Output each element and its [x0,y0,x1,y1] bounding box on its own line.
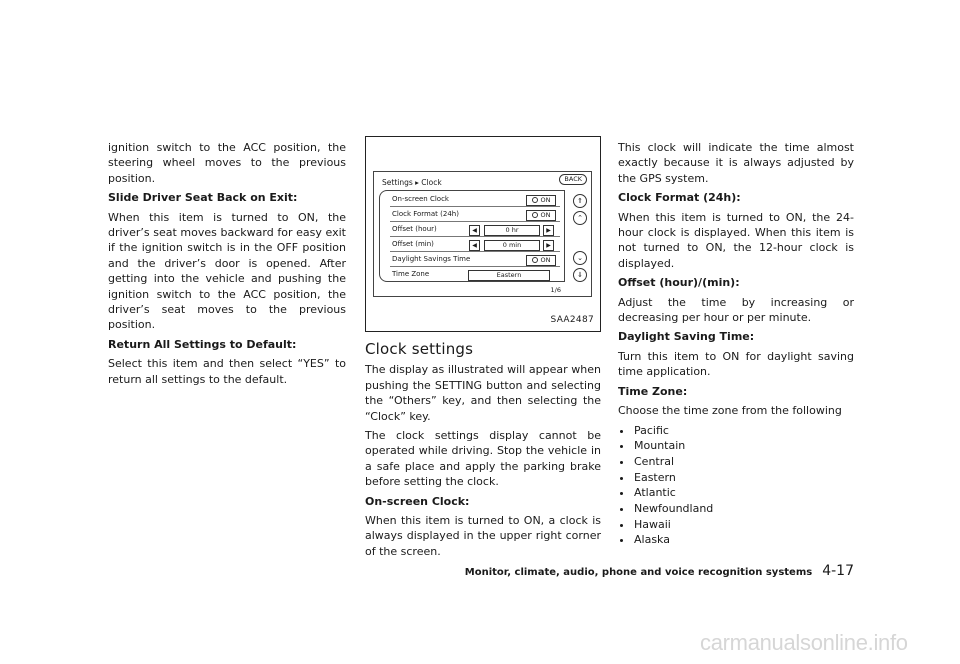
menu-row-offset-min[interactable] [380,237,564,252]
indicator-icon [532,257,538,263]
heading-daylight: Daylight Saving Time: [618,330,755,344]
offset-min-value: 0 min [484,240,540,251]
list-item: Atlantic [618,485,854,500]
list-item: Pacific [618,423,854,438]
back-button[interactable]: BACK [559,174,587,185]
menu-row-label: On-screen Clock [392,195,449,203]
paragraph: ignition switch to the ACC position, the steering wheel moves to the previous position. [108,141,346,185]
column-middle [365,136,601,563]
page-down-icon[interactable]: ⇓ [573,268,587,282]
offset-hour-value: 0 hr [484,225,540,236]
section-title: Clock settings [365,340,474,358]
clock-settings-figure [365,136,601,332]
page-up-icon[interactable]: ⇑ [573,194,587,208]
page-footer [465,563,854,579]
footer-title: Monitor, climate, audio, phone and voice recognition systems [464,567,813,578]
paragraph: Choose the time zone from the following [618,404,842,418]
figure-code: SAA2487 [550,314,594,325]
menu-row-label: Daylight Savings Time [392,255,471,263]
paragraph: Adjust the time by increasing or decreasing per hour or per minute. [618,295,854,325]
paragraph: The display as illustrated will appear when pushing the SETTING button and selecting the “Others” key, and then selecting the “Clock” key. [365,363,601,423]
scroll-up-icon[interactable]: ⌃ [573,211,587,225]
heading-time-zone: Time Zone: [618,384,688,398]
paragraph: When this item is turned to ON, a clock is always displayed in the upper right corner of the screen. [365,514,601,558]
watermark: carmanualsonline.info [700,630,908,655]
paragraph: When this item is turned to ON, the 24-hour clock is displayed. When this item is not turned to ON, the 12-hour clock is displayed. [618,210,854,270]
menu-row-label: Time Zone [392,270,430,278]
on-toggle[interactable]: ON [526,255,556,266]
menu-row-label: Offset (hour) [392,225,437,233]
menu-row-label: Offset (min) [392,240,434,248]
paragraph: The clock settings display cannot be operated while driving. Stop the vehicle in a safe place and apply the parking brake before setting the clock. [365,429,601,489]
increase-arrow-icon[interactable]: ▶ [543,240,554,251]
heading-slide-seat: Slide Driver Seat Back on Exit: [108,191,298,205]
menu-row-onscreen-clock[interactable] [380,192,564,207]
menu-row-label: Clock Format (24h) [392,210,459,218]
paragraph: Turn this item to ON for daylight saving time application. [618,349,854,379]
paragraph: Select this item and then select “YES” to return all settings to the default. [108,357,346,386]
list-item: Newfoundland [618,501,854,516]
decrease-arrow-icon[interactable]: ◀ [469,240,480,251]
heading-offset: Offset (hour)/(min): [618,276,740,290]
paragraph: This clock will indicate the time almost exactly because it is always adjusted by the GPS system. [618,141,854,185]
page-indicator: 1/6 [550,286,561,294]
list-item: Mountain [618,438,854,453]
list-item: Eastern [618,470,854,485]
decrease-arrow-icon[interactable]: ◀ [469,225,480,236]
indicator-icon [532,212,538,218]
list-item: Hawaii [618,517,854,532]
menu-row-offset-hour[interactable] [380,222,564,237]
heading-onscreen-clock: On-screen Clock: [365,494,470,508]
time-zone-value: Eastern [468,270,550,281]
settings-menu [379,190,565,282]
settings-screen [373,171,592,297]
page-number: 4-17 [822,563,854,579]
on-toggle[interactable]: ON [526,210,556,221]
menu-row-daylight[interactable] [380,252,564,267]
menu-row-clock-format[interactable] [380,207,564,222]
indicator-icon [532,197,538,203]
column-right [618,140,854,548]
heading-clock-format: Clock Format (24h): [618,191,741,205]
paragraph: When this item is turned to ON, the driver’s seat moves backward for easy exit if the ignition switch is in the OFF position and the driver’s door is opened. After getting into the vehicle and pushing the ignition switch to the ACC position, the driver’s seat moves to the previous position. [108,210,346,332]
heading-return-defaults: Return All Settings to Default: [108,337,297,351]
time-zone-list [618,423,854,548]
column-left [108,140,346,391]
increase-arrow-icon[interactable]: ▶ [543,225,554,236]
scroll-down-icon[interactable]: ⌄ [573,251,587,265]
list-item: Central [618,454,854,469]
list-item: Alaska [618,532,854,547]
menu-row-time-zone[interactable] [380,267,564,282]
breadcrumb: Settings ▸ Clock [382,178,442,187]
on-toggle[interactable]: ON [526,195,556,206]
